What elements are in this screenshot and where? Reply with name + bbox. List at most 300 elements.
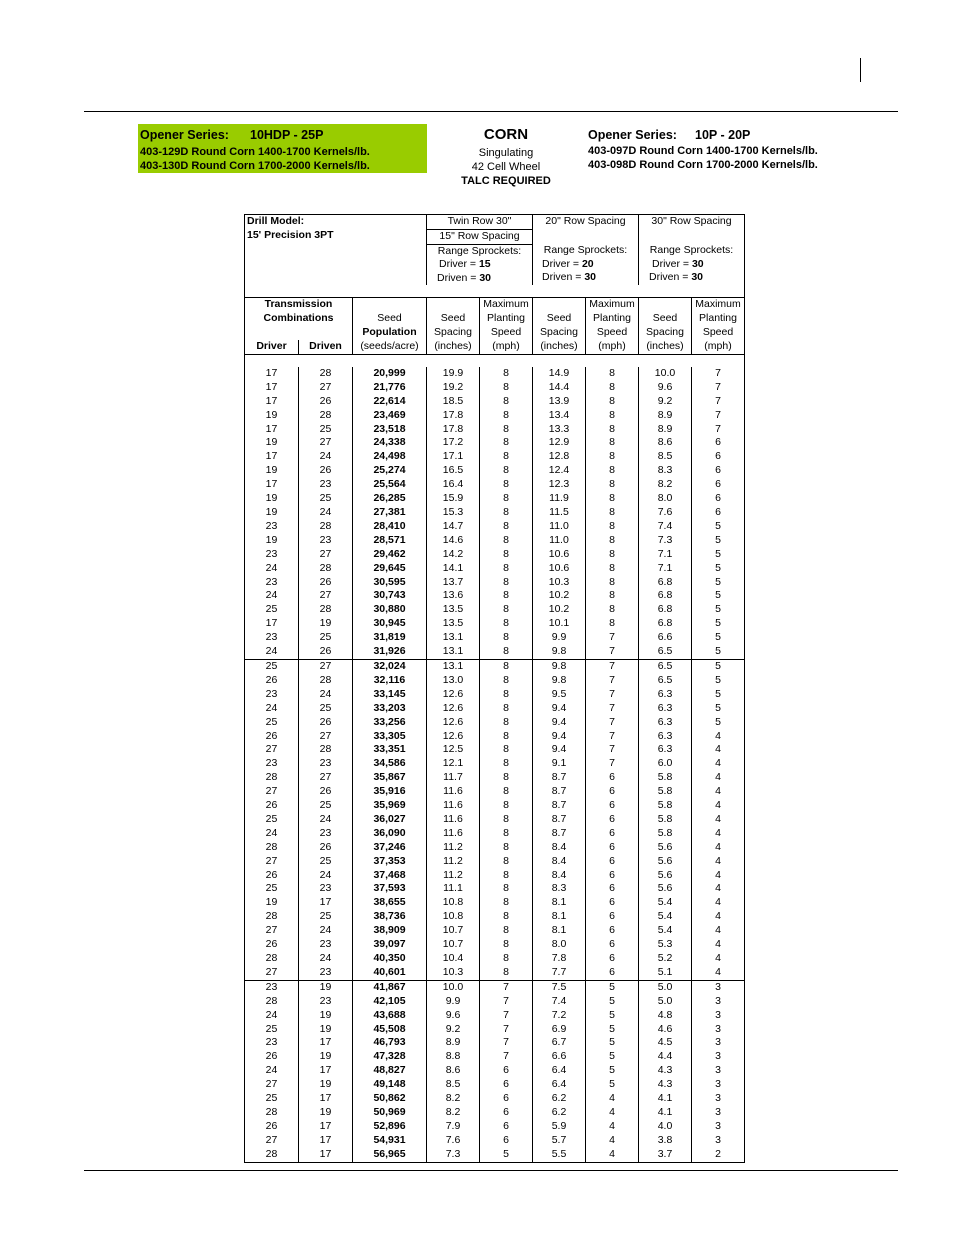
cell-population: 23,469 — [353, 409, 427, 423]
cell-g1-spacing: 19.2 — [427, 381, 480, 395]
cell-g2-speed: 8 — [586, 548, 639, 562]
cell-population: 42,105 — [353, 995, 427, 1009]
table-row — [245, 367, 745, 381]
cell-g2-spacing: 8.1 — [533, 924, 586, 938]
group2-title: 20" Row Spacing — [533, 215, 639, 245]
table-row — [245, 688, 745, 702]
cell-g3-speed: 3 — [692, 1064, 745, 1078]
cell-g3-speed: 6 — [692, 464, 745, 478]
cell-g1-speed: 7 — [480, 1023, 533, 1037]
cell-g1-spacing: 8.6 — [427, 1064, 480, 1078]
cell-population: 33,203 — [353, 702, 427, 716]
cell-g1-speed: 8 — [480, 367, 533, 381]
cell-g2-speed: 7 — [586, 688, 639, 702]
cell-g1-speed: 8 — [480, 882, 533, 896]
cell-g1-speed: 8 — [480, 869, 533, 883]
g1-spacing-l1: Seed — [440, 312, 466, 325]
cell-g2-speed: 7 — [586, 757, 639, 771]
cell-g1-spacing: 16.5 — [427, 464, 480, 478]
cell-population: 46,793 — [353, 1036, 427, 1050]
cell-g1-speed: 7 — [480, 1050, 533, 1064]
cell-g1-spacing: 16.4 — [427, 478, 480, 492]
cell-driven: 27 — [299, 548, 353, 562]
cell-g1-spacing: 10.8 — [427, 910, 480, 924]
group3-driven-label: Driven = — [649, 271, 692, 284]
table-row — [245, 966, 745, 980]
cell-driven: 24 — [299, 924, 353, 938]
cell-g1-speed: 8 — [480, 799, 533, 813]
cell-driven: 23 — [299, 827, 353, 841]
cell-g2-speed: 8 — [586, 492, 639, 506]
cell-driver: 25 — [245, 882, 299, 896]
cell-g1-speed: 8 — [480, 716, 533, 730]
cell-g2-spacing: 6.4 — [533, 1078, 586, 1092]
cell-g1-speed: 8 — [480, 771, 533, 785]
cell-g3-speed: 7 — [692, 367, 745, 381]
cell-g3-speed: 4 — [692, 924, 745, 938]
cell-g1-spacing: 8.8 — [427, 1050, 480, 1064]
cell-g2-spacing: 9.4 — [533, 743, 586, 757]
cell-g1-speed: 7 — [480, 995, 533, 1009]
cell-driver: 19 — [245, 464, 299, 478]
seed-rate-table — [244, 214, 745, 1163]
cell-g1-speed: 8 — [480, 534, 533, 548]
cell-driver: 26 — [245, 869, 299, 883]
cell-population: 41,867 — [353, 980, 427, 994]
cell-g2-spacing: 8.7 — [533, 785, 586, 799]
table-row — [245, 1134, 745, 1148]
cell-g3-spacing: 6.3 — [639, 716, 692, 730]
driver-header: Driver — [256, 340, 287, 353]
cell-g1-spacing: 11.1 — [427, 882, 480, 896]
cell-g3-speed: 4 — [692, 869, 745, 883]
g1-spacing-header — [427, 298, 480, 355]
cell-g1-spacing: 14.7 — [427, 520, 480, 534]
cell-g1-speed: 6 — [480, 1078, 533, 1092]
cell-population: 25,564 — [353, 478, 427, 492]
table-row — [245, 1050, 745, 1064]
cell-g1-speed: 8 — [480, 436, 533, 450]
table-row — [245, 548, 745, 562]
cell-g1-spacing: 18.5 — [427, 395, 480, 409]
cell-g3-speed: 5 — [692, 576, 745, 590]
cell-g3-spacing: 4.1 — [639, 1092, 692, 1106]
cell-g2-spacing: 11.0 — [533, 520, 586, 534]
cell-g3-speed: 4 — [692, 952, 745, 966]
cell-driven: 26 — [299, 395, 353, 409]
cell-g2-speed: 7 — [586, 645, 639, 659]
right-opener-line2: 403-098D Round Corn 1700-2000 Kernels/lb. — [588, 159, 818, 171]
cell-g3-spacing: 3.8 — [639, 1134, 692, 1148]
cell-driver: 24 — [245, 562, 299, 576]
cell-driver: 23 — [245, 757, 299, 771]
cell-g1-speed: 8 — [480, 576, 533, 590]
table-row — [245, 910, 745, 924]
cell-g3-speed: 4 — [692, 743, 745, 757]
cell-driver: 25 — [245, 813, 299, 827]
cell-g1-speed: 8 — [480, 562, 533, 576]
cell-driver: 26 — [245, 674, 299, 688]
cell-g2-spacing: 12.3 — [533, 478, 586, 492]
cell-g3-spacing: 8.3 — [639, 464, 692, 478]
cell-g1-speed: 8 — [480, 910, 533, 924]
cell-g1-spacing: 10.0 — [427, 980, 480, 994]
left-opener-value: 10HDP - 25P — [250, 128, 324, 142]
cell-g3-spacing: 5.8 — [639, 813, 692, 827]
cell-population: 29,645 — [353, 562, 427, 576]
population-label1: Seed — [377, 312, 402, 325]
cell-g1-spacing: 11.6 — [427, 827, 480, 841]
cell-g1-spacing: 19.9 — [427, 367, 480, 381]
crop-line3: TALC REQUIRED — [461, 175, 551, 187]
header-vertical-rule — [860, 58, 861, 82]
cell-g3-spacing: 9.2 — [639, 395, 692, 409]
cell-g3-spacing: 8.9 — [639, 409, 692, 423]
cell-g1-speed: 8 — [480, 520, 533, 534]
table-row — [245, 1023, 745, 1037]
cell-g1-spacing: 13.1 — [427, 631, 480, 645]
cell-population: 37,246 — [353, 841, 427, 855]
cell-g1-spacing: 11.2 — [427, 869, 480, 883]
cell-driven: 17 — [299, 1064, 353, 1078]
cell-g3-speed: 5 — [692, 520, 745, 534]
cell-driven: 19 — [299, 617, 353, 631]
cell-g1-speed: 6 — [480, 1134, 533, 1148]
cell-g2-speed: 8 — [586, 450, 639, 464]
cell-g2-speed: 4 — [586, 1092, 639, 1106]
cell-g3-speed: 5 — [692, 548, 745, 562]
cell-g3-spacing: 6.3 — [639, 730, 692, 744]
g2-spacing-header — [533, 298, 586, 355]
cell-population: 52,896 — [353, 1120, 427, 1134]
cell-driven: 28 — [299, 562, 353, 576]
cell-driven: 19 — [299, 1078, 353, 1092]
cell-population: 28,410 — [353, 520, 427, 534]
cell-g2-speed: 5 — [586, 995, 639, 1009]
cell-g2-spacing: 8.1 — [533, 896, 586, 910]
cell-population: 36,090 — [353, 827, 427, 841]
cell-g1-spacing: 12.1 — [427, 757, 480, 771]
cell-g1-spacing: 14.6 — [427, 534, 480, 548]
cell-g3-spacing: 8.9 — [639, 423, 692, 437]
cell-g2-speed: 8 — [586, 464, 639, 478]
cell-g3-speed: 5 — [692, 645, 745, 659]
cell-population: 32,116 — [353, 674, 427, 688]
cell-g3-speed: 7 — [692, 409, 745, 423]
cell-driven: 27 — [299, 659, 353, 673]
cell-driver: 24 — [245, 1009, 299, 1023]
cell-g2-speed: 7 — [586, 730, 639, 744]
cell-driver: 23 — [245, 576, 299, 590]
table-row — [245, 785, 745, 799]
cell-g2-speed: 6 — [586, 813, 639, 827]
cell-g1-spacing: 14.2 — [427, 548, 480, 562]
cell-driver: 23 — [245, 631, 299, 645]
cell-driver: 27 — [245, 855, 299, 869]
cell-driven: 25 — [299, 799, 353, 813]
left-opener-title — [140, 128, 324, 142]
cell-g3-speed: 5 — [692, 589, 745, 603]
cell-g3-speed: 3 — [692, 1009, 745, 1023]
crop-info — [450, 126, 562, 188]
cell-g1-spacing: 14.1 — [427, 562, 480, 576]
cell-driver: 24 — [245, 589, 299, 603]
cell-g2-spacing: 6.7 — [533, 1036, 586, 1050]
driven-header: Driven — [298, 340, 352, 354]
cell-g3-spacing: 6.3 — [639, 688, 692, 702]
group3-range-label: Range Sprockets: — [649, 244, 734, 257]
cell-g1-speed: 8 — [480, 659, 533, 673]
cell-g2-speed: 6 — [586, 966, 639, 980]
cell-g1-spacing: 10.7 — [427, 938, 480, 952]
cell-g1-spacing: 10.4 — [427, 952, 480, 966]
cell-g1-speed: 8 — [480, 589, 533, 603]
cell-g2-spacing: 10.2 — [533, 603, 586, 617]
cell-g2-spacing: 12.8 — [533, 450, 586, 464]
cell-g2-spacing: 8.4 — [533, 841, 586, 855]
table-row — [245, 436, 745, 450]
cell-driven: 25 — [299, 702, 353, 716]
cell-g3-spacing: 5.2 — [639, 952, 692, 966]
cell-g3-speed: 5 — [692, 562, 745, 576]
cell-g2-speed: 7 — [586, 743, 639, 757]
cell-g2-speed: 8 — [586, 562, 639, 576]
cell-driven: 27 — [299, 730, 353, 744]
cell-g1-spacing: 9.9 — [427, 995, 480, 1009]
left-opener-line1: 403-129D Round Corn 1400-1700 Kernels/lb. — [140, 146, 370, 158]
cell-g3-speed: 4 — [692, 910, 745, 924]
cell-g1-speed: 8 — [480, 813, 533, 827]
cell-g2-speed: 8 — [586, 478, 639, 492]
cell-g3-speed: 5 — [692, 716, 745, 730]
cell-g3-spacing: 7.1 — [639, 562, 692, 576]
cell-g3-spacing: 5.8 — [639, 827, 692, 841]
right-opener-box — [588, 128, 818, 172]
cell-g3-spacing: 7.4 — [639, 520, 692, 534]
crop-title: CORN — [483, 126, 529, 143]
group3-driver-label: Driver = — [652, 257, 692, 270]
cell-g2-spacing: 8.3 — [533, 882, 586, 896]
drill-model-value: 15' Precision 3PT — [247, 228, 334, 241]
cell-population: 35,916 — [353, 785, 427, 799]
cell-g2-speed: 8 — [586, 589, 639, 603]
cell-driver: 25 — [245, 659, 299, 673]
cell-driven: 27 — [299, 381, 353, 395]
cell-g1-speed: 8 — [480, 952, 533, 966]
population-label3: (seeds/acre) — [360, 340, 419, 353]
table-row — [245, 882, 745, 896]
population-header — [353, 298, 427, 355]
cell-g1-speed: 8 — [480, 674, 533, 688]
crop-line2: 42 Cell Wheel — [471, 161, 541, 173]
cell-population: 37,353 — [353, 855, 427, 869]
cell-g2-spacing: 13.3 — [533, 423, 586, 437]
cell-population: 48,827 — [353, 1064, 427, 1078]
cell-driven: 28 — [299, 743, 353, 757]
cell-g3-speed: 6 — [692, 450, 745, 464]
cell-g3-spacing: 5.6 — [639, 841, 692, 855]
cell-g3-speed: 5 — [692, 659, 745, 673]
cell-g3-spacing: 5.4 — [639, 896, 692, 910]
population-label2: Population — [362, 326, 417, 339]
table-row — [245, 589, 745, 603]
cell-driver: 27 — [245, 785, 299, 799]
cell-driven: 24 — [299, 813, 353, 827]
cell-driver: 19 — [245, 492, 299, 506]
cell-g1-speed: 8 — [480, 924, 533, 938]
cell-driver: 28 — [245, 952, 299, 966]
g2-speed-header — [586, 298, 639, 355]
cell-g2-spacing: 10.2 — [533, 589, 586, 603]
cell-g2-speed: 7 — [586, 702, 639, 716]
cell-g3-speed: 3 — [692, 1036, 745, 1050]
table-row — [245, 645, 745, 659]
crop-line1: Singulating — [478, 147, 534, 159]
table-row — [245, 799, 745, 813]
group2-range-label: Range Sprockets: — [543, 244, 628, 257]
cell-g2-spacing: 8.7 — [533, 771, 586, 785]
group1-subtitle: 15" Row Spacing — [427, 229, 533, 244]
cell-population: 35,969 — [353, 799, 427, 813]
right-opener-title — [588, 128, 818, 144]
cell-g2-spacing: 11.9 — [533, 492, 586, 506]
cell-driver: 17 — [245, 423, 299, 437]
table-row — [245, 716, 745, 730]
cell-g3-speed: 3 — [692, 1092, 745, 1106]
cell-population: 50,862 — [353, 1092, 427, 1106]
cell-population: 37,593 — [353, 882, 427, 896]
cell-population: 30,743 — [353, 589, 427, 603]
cell-population: 28,571 — [353, 534, 427, 548]
cell-g3-spacing: 5.8 — [639, 799, 692, 813]
cell-population: 50,969 — [353, 1106, 427, 1120]
cell-driven: 27 — [299, 436, 353, 450]
cell-g2-speed: 6 — [586, 869, 639, 883]
cell-g2-speed: 8 — [586, 603, 639, 617]
cell-driver: 28 — [245, 1148, 299, 1162]
cell-driven: 25 — [299, 910, 353, 924]
table-row — [245, 827, 745, 841]
cell-g3-speed: 4 — [692, 827, 745, 841]
cell-g2-spacing: 8.0 — [533, 938, 586, 952]
group1-driven-label: Driven = — [437, 271, 480, 284]
table-row — [245, 702, 745, 716]
cell-population: 29,462 — [353, 548, 427, 562]
cell-driver: 24 — [245, 827, 299, 841]
table-row — [245, 631, 745, 645]
cell-g2-speed: 8 — [586, 367, 639, 381]
cell-g3-speed: 4 — [692, 841, 745, 855]
cell-g3-spacing: 6.8 — [639, 603, 692, 617]
cell-g1-spacing: 10.7 — [427, 924, 480, 938]
g1-speed-l2: Planting — [487, 312, 525, 325]
table-row — [245, 478, 745, 492]
cell-g3-spacing: 9.6 — [639, 381, 692, 395]
cell-g3-speed: 6 — [692, 436, 745, 450]
cell-population: 54,931 — [353, 1134, 427, 1148]
cell-g2-spacing: 8.4 — [533, 855, 586, 869]
cell-g3-spacing: 5.0 — [639, 995, 692, 1009]
cell-driven: 26 — [299, 785, 353, 799]
cell-g2-spacing: 9.8 — [533, 645, 586, 659]
cell-g1-spacing: 11.2 — [427, 855, 480, 869]
cell-driver: 23 — [245, 548, 299, 562]
cell-g2-spacing: 8.4 — [533, 869, 586, 883]
cell-population: 22,614 — [353, 395, 427, 409]
cell-g3-speed: 4 — [692, 966, 745, 980]
cell-g1-speed: 8 — [480, 743, 533, 757]
cell-g2-spacing: 6.2 — [533, 1092, 586, 1106]
table-row — [245, 1120, 745, 1134]
right-opener-line1: 403-097D Round Corn 1400-1700 Kernels/lb. — [588, 145, 818, 157]
cell-g3-spacing: 8.5 — [639, 450, 692, 464]
cell-g2-speed: 5 — [586, 1023, 639, 1037]
cell-g3-speed: 3 — [692, 980, 745, 994]
cell-g1-speed: 8 — [480, 645, 533, 659]
cell-driven: 19 — [299, 1009, 353, 1023]
cell-g3-speed: 3 — [692, 1050, 745, 1064]
cell-g2-speed: 6 — [586, 882, 639, 896]
cell-g2-speed: 6 — [586, 952, 639, 966]
cell-g3-spacing: 6.5 — [639, 659, 692, 673]
cell-g1-spacing: 17.1 — [427, 450, 480, 464]
cell-g3-spacing: 5.3 — [639, 938, 692, 952]
cell-driven: 24 — [299, 688, 353, 702]
cell-g1-spacing: 12.6 — [427, 716, 480, 730]
cell-g1-speed: 8 — [480, 617, 533, 631]
cell-driver: 17 — [245, 367, 299, 381]
cell-g1-spacing: 11.6 — [427, 799, 480, 813]
cell-population: 31,819 — [353, 631, 427, 645]
g2-spacing-l3: (inches) — [540, 340, 578, 353]
cell-g2-speed: 8 — [586, 381, 639, 395]
cell-g2-spacing: 14.9 — [533, 367, 586, 381]
cell-g3-speed: 6 — [692, 492, 745, 506]
cell-g2-spacing: 10.6 — [533, 562, 586, 576]
cell-g2-spacing: 7.2 — [533, 1009, 586, 1023]
cell-driver: 26 — [245, 1050, 299, 1064]
cell-g1-spacing: 17.8 — [427, 409, 480, 423]
cell-g1-speed: 8 — [480, 450, 533, 464]
table-row — [245, 980, 745, 994]
cell-driver: 25 — [245, 603, 299, 617]
cell-driver: 26 — [245, 730, 299, 744]
cell-g1-speed: 8 — [480, 966, 533, 980]
cell-g2-spacing: 6.9 — [533, 1023, 586, 1037]
cell-g2-spacing: 6.6 — [533, 1050, 586, 1064]
table-row — [245, 743, 745, 757]
cell-g2-speed: 4 — [586, 1148, 639, 1162]
cell-driven: 23 — [299, 478, 353, 492]
cell-g1-speed: 8 — [480, 381, 533, 395]
cell-g2-spacing: 8.7 — [533, 799, 586, 813]
group2-driven-value: 30 — [584, 271, 596, 284]
table-row — [245, 1009, 745, 1023]
cell-g3-spacing: 6.3 — [639, 702, 692, 716]
cell-g3-speed: 5 — [692, 617, 745, 631]
cell-g2-spacing: 9.8 — [533, 659, 586, 673]
cell-g1-speed: 7 — [480, 1036, 533, 1050]
table-row — [245, 659, 745, 673]
cell-g3-spacing: 5.8 — [639, 785, 692, 799]
table-row — [245, 952, 745, 966]
cell-g2-speed: 4 — [586, 1134, 639, 1148]
cell-g1-speed: 8 — [480, 395, 533, 409]
cell-g2-spacing: 9.5 — [533, 688, 586, 702]
cell-g2-spacing: 14.4 — [533, 381, 586, 395]
cell-g3-spacing: 4.1 — [639, 1106, 692, 1120]
table-row — [245, 381, 745, 395]
